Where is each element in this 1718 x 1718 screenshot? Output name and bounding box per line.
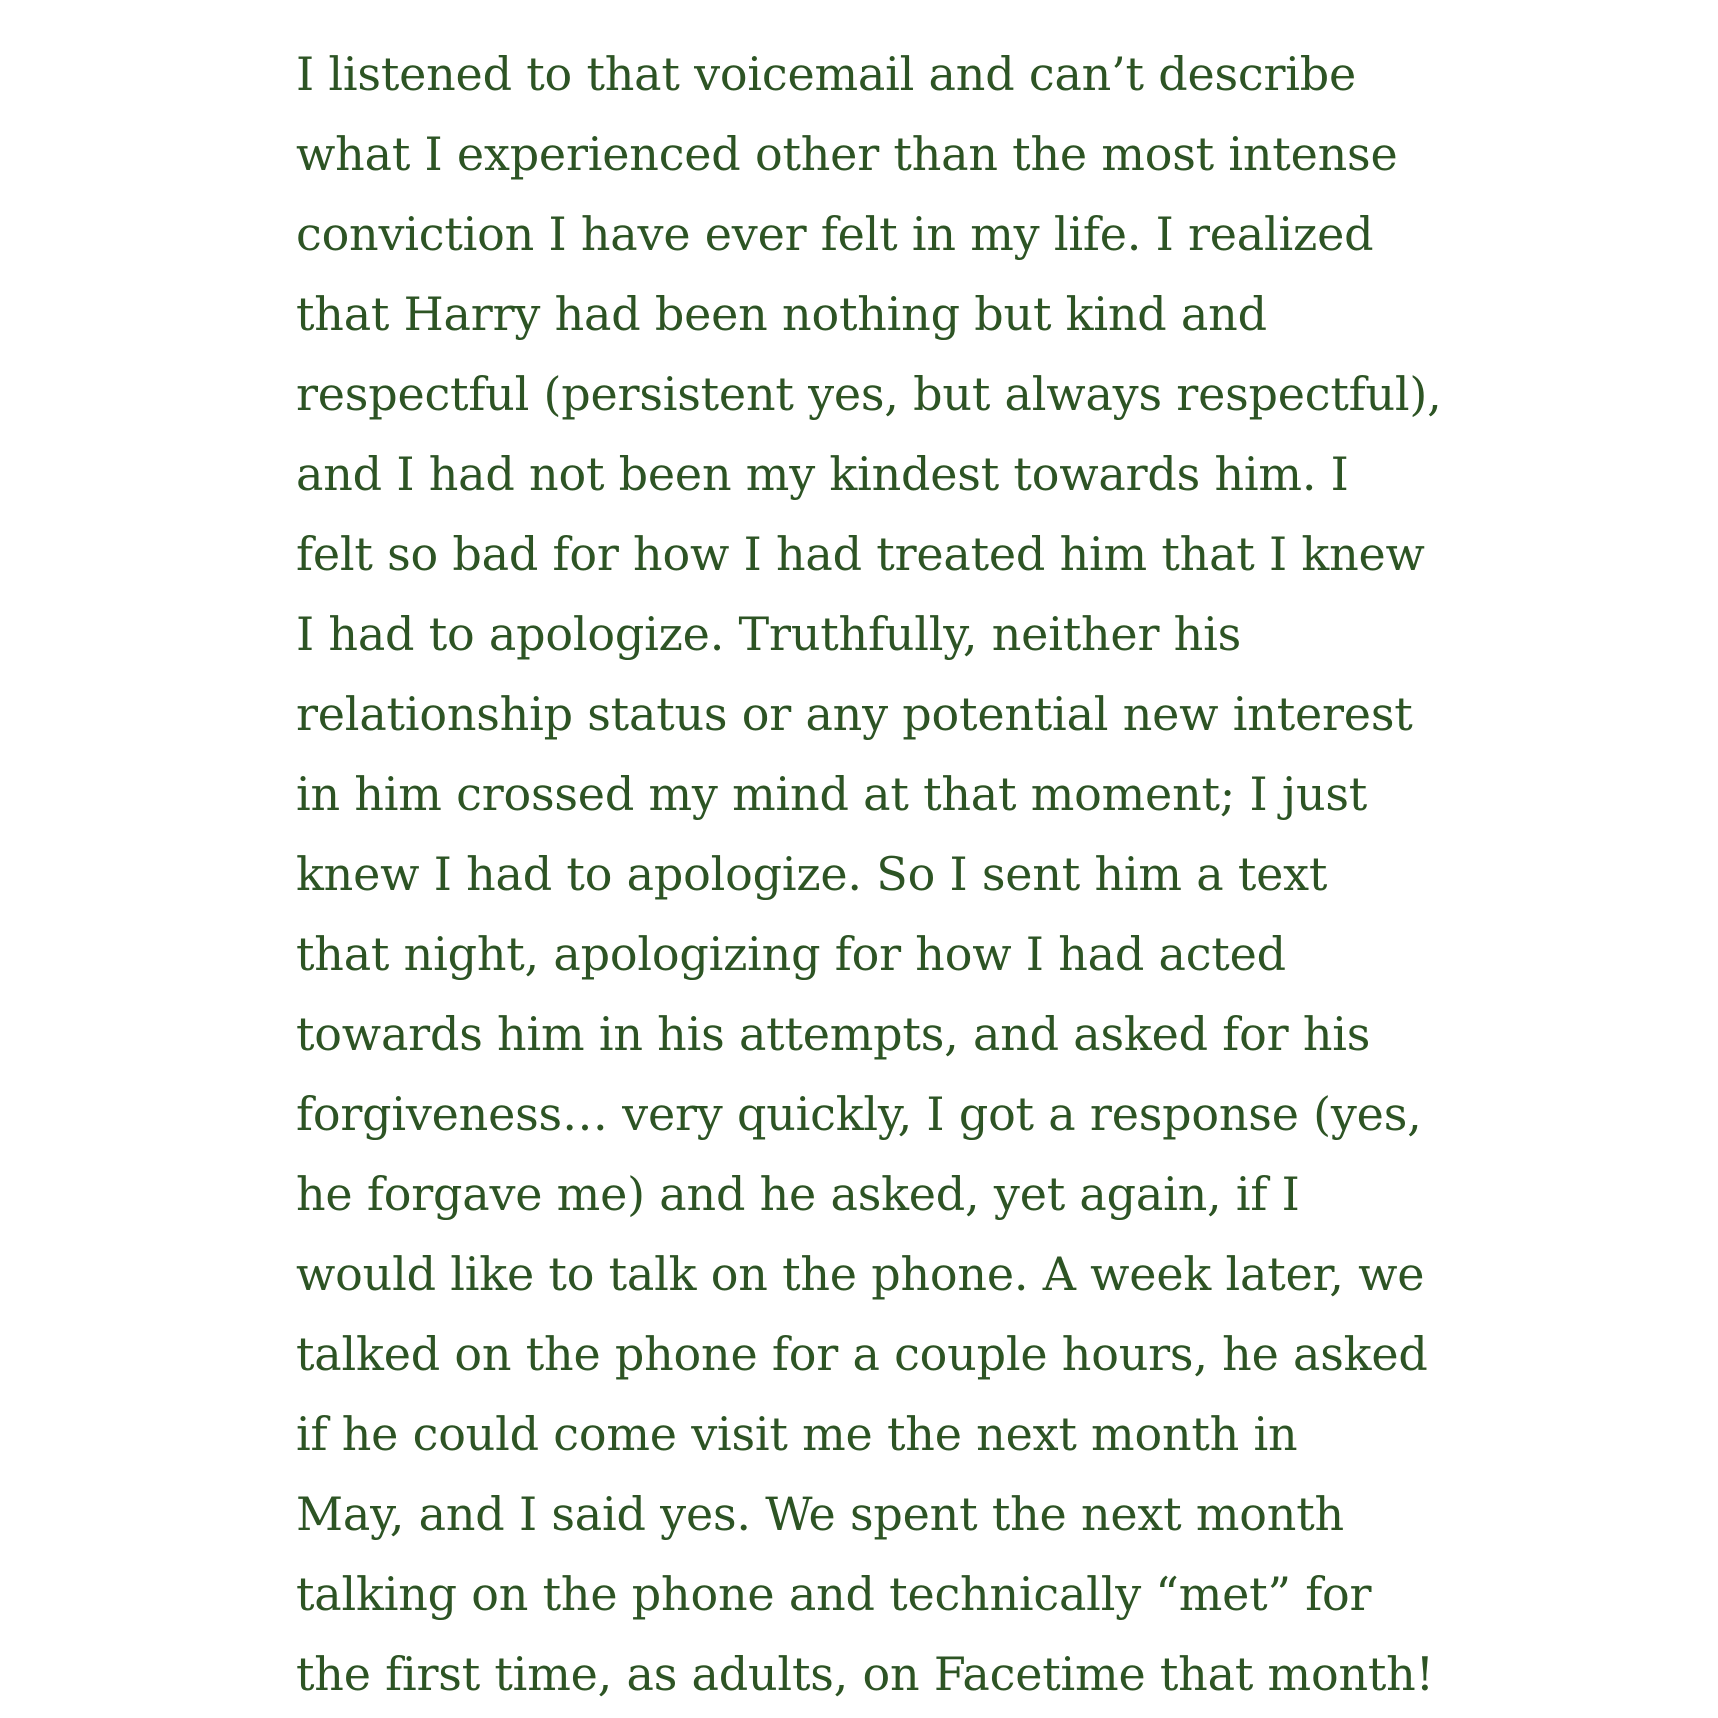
text-line: I had to apologize. Truthfully, neither his (296, 607, 1242, 661)
text-line: respectful (persistent yes, but always respectful), (296, 367, 1442, 421)
text-line: if he could come visit me the next month in (296, 1407, 1298, 1461)
text-line: what I experienced other than the most intense (296, 127, 1398, 181)
text-line: felt so bad for how I had treated him that I knew (296, 527, 1425, 581)
text-line: that Harry had been nothing but kind and (296, 287, 1267, 341)
text-line: forgiveness… very quickly, I got a response (yes, (296, 1087, 1422, 1141)
text-line: in him crossed my mind at that moment; I just (296, 767, 1368, 821)
text-line: May, and I said yes. We spent the next month (296, 1487, 1344, 1541)
text-line: and I had not been my kindest towards him. I (296, 447, 1349, 501)
story-text (296, 34, 1456, 1714)
text-line: he forgave me) and he asked, yet again, if I (296, 1167, 1300, 1221)
text-line: talked on the phone for a couple hours, he asked (296, 1327, 1428, 1381)
text-line: talking on the phone and technically “met” for (296, 1567, 1372, 1621)
text-line: that night, apologizing for how I had acted (296, 927, 1286, 981)
text-line: towards him in his attempts, and asked for his (296, 1007, 1371, 1061)
text-line: conviction I have ever felt in my life. I realized (296, 207, 1374, 261)
text-line: knew I had to apologize. So I sent him a text (296, 847, 1328, 901)
text-line: would like to talk on the phone. A week later, we (296, 1247, 1425, 1301)
text-line: the first time, as adults, on Facetime that month! (296, 1647, 1434, 1701)
text-line: I listened to that voicemail and can’t describe (296, 47, 1357, 101)
text-line: relationship status or any potential new interest (296, 687, 1413, 741)
